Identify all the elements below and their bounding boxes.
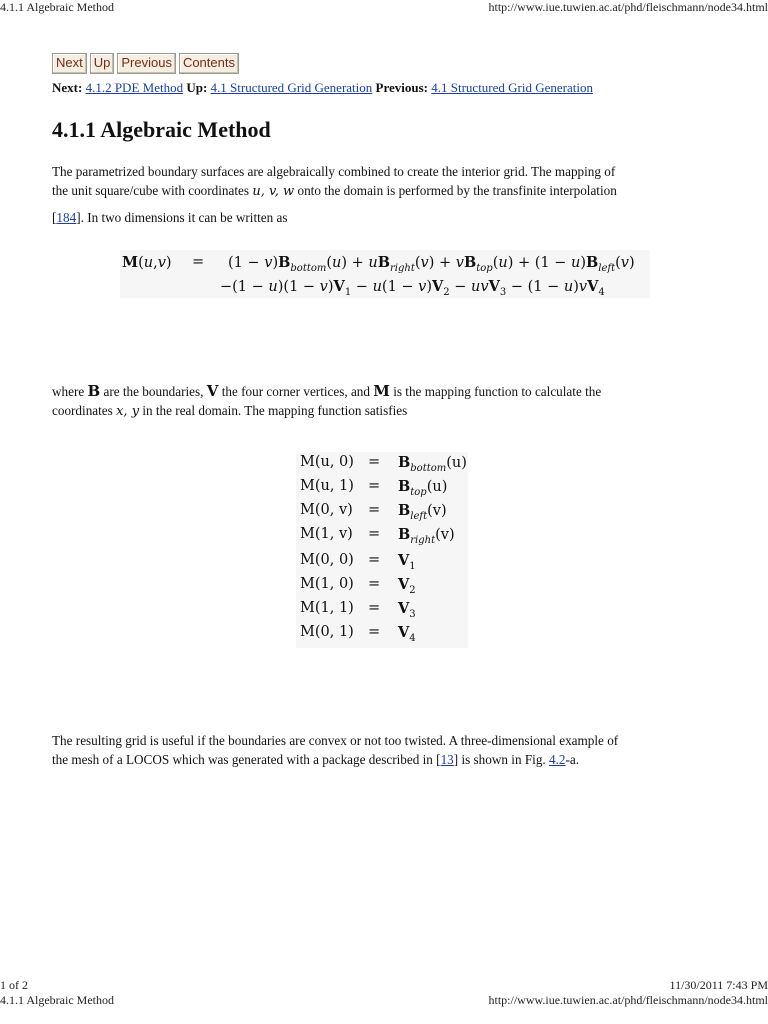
condition-row [298,598,468,622]
condition-row [298,500,468,524]
result-line-2-pre: the mesh of a LOCOS which was generated with a package described in [52,752,433,767]
condition-rhs: $V_2$ [398,576,416,596]
next-label: Next: [52,80,83,95]
condition-row [298,622,468,646]
print-header-title: 4.1.1 Algebraic Method [0,0,114,14]
citation-184-link[interactable]: 184 [56,210,77,225]
condition-lhs: M(1, 1) [300,600,354,616]
intro-line-2-post: onto the domain is performed by the transfinite interpolation [297,183,617,198]
def-text-vertices: the four corner vertices, and [221,384,370,399]
intro-line-3: . In two dimensions it can be written as [80,210,288,225]
boundary-conditions-equations [296,452,468,648]
equation-lhs: M(u,v) [122,254,172,271]
condition-rhs: $B_{top}(u)$ [398,478,448,498]
condition-lhs: M(0, 0) [300,552,354,568]
condition-equals: = [368,454,381,470]
transfinite-equation [120,250,650,298]
condition-rhs: $B_{left}(v)$ [398,502,447,522]
equation-equals: = [192,254,205,270]
coordinates-math: u, v, w [252,184,295,199]
up-button[interactable]: Up [90,53,115,74]
symbol-b: B [87,382,101,400]
def-text-satisfies: in the real domain. The mapping function satisfies [142,403,408,418]
condition-lhs: M(u, 0) [300,454,354,470]
condition-lhs: M(0, 1) [300,624,354,640]
print-header-url: http://www.iue.tuwien.ac.at/phd/fleischmann/node34.html [488,0,768,14]
intro-line-2-pre: the unit square/cube with coordinates [52,183,250,198]
def-text-coordinates: coordinates [52,403,113,418]
result-line-2-post: -a. [565,752,580,767]
nav-button-bar [52,53,239,74]
condition-lhs: M(0, v) [300,502,353,518]
equation-rhs-line-2: $-(1 - u)(1 - v)V_1 - u(1 - v)V_2 - uvV_3 - (1 - u)vV_4$ [220,278,605,298]
condition-equals: = [368,552,381,568]
condition-equals: = [368,576,381,592]
next-link[interactable]: 4.1.2 PDE Method [85,80,184,95]
footer-url: http://www.iue.tuwien.ac.at/phd/fleischmann/node34.html [488,993,768,1007]
footer-datetime: 11/30/2011 7:43 PM [669,978,768,992]
condition-row [298,550,468,574]
previous-link[interactable]: 4.1 Structured Grid Generation [431,80,593,95]
footer-page-number: 1 of 2 [0,978,28,992]
definitions-paragraph [52,382,712,421]
condition-rhs: $V_1$ [398,552,416,572]
result-line-2-mid: is shown in Fig. [461,752,546,767]
contents-button[interactable]: Contents [179,53,239,74]
next-button[interactable]: Next [52,53,87,74]
citation-13-link[interactable]: 13 [440,752,454,767]
previous-button[interactable]: Previous [117,53,176,74]
symbol-v: V [206,382,219,400]
condition-row [298,524,468,548]
condition-lhs: M(u, 1) [300,478,354,494]
footer-title: 4.1.1 Algebraic Method [0,993,114,1007]
condition-equals: = [368,502,381,518]
condition-equals: = [368,624,381,640]
condition-lhs: M(1, v) [300,526,353,542]
condition-lhs: M(1, 0) [300,576,354,592]
condition-equals: = [368,600,381,616]
condition-rhs: $B_{right}(v)$ [398,526,455,546]
condition-rhs: $B_{bottom}(u)$ [398,454,467,474]
def-text-boundaries: are the boundaries, [103,384,204,399]
symbol-m: M [373,382,390,400]
equation-rhs-line-1: $(1 - v)B_{bottom}(u) + uB_{right}(v) + vB_{top}(u) + (1 - u)B_{left}(v)$ [228,254,635,274]
section-title: 4.1.1 Algebraic Method [52,117,271,142]
result-paragraph: The resulting grid is useful if the boundaries are convex or not too twisted. A three-dimensional example of the mesh of a LOCOS which was generated with a package described in [13] is shown in Fig. 4.2-a. [52,733,619,767]
condition-equals: = [368,526,381,542]
condition-row [298,476,468,500]
condition-rhs: $V_4$ [398,624,416,644]
result-line-1: The resulting grid is useful if the boundaries are convex or not too twisted. A three-dimensional example of [52,733,619,748]
nav-links [52,80,593,96]
xy-math: x, y [116,404,140,419]
condition-row [298,452,468,476]
previous-label: Previous: [375,80,428,95]
figure-4-2-link[interactable]: 4.2 [549,752,566,767]
up-link[interactable]: 4.1 Structured Grid Generation [210,80,373,95]
condition-row [298,574,468,598]
def-text-mapping: is the mapping function to calculate the [393,384,602,399]
up-label: Up: [186,80,208,95]
condition-equals: = [368,478,381,494]
intro-line-1: The parametrized boundary surfaces are algebraically combined to create the interior grid. The mapping of [52,164,616,179]
intro-paragraph: The parametrized boundary surfaces are algebraically combined to create the interior grid. The mapping of the unit square/cube with coordinates u, v, w onto the domain is performed by the transfinite interpolation [184]. In two dimensions it can be written as [52,164,617,225]
def-text-where: where [52,384,85,399]
condition-rhs: $V_3$ [398,600,416,620]
